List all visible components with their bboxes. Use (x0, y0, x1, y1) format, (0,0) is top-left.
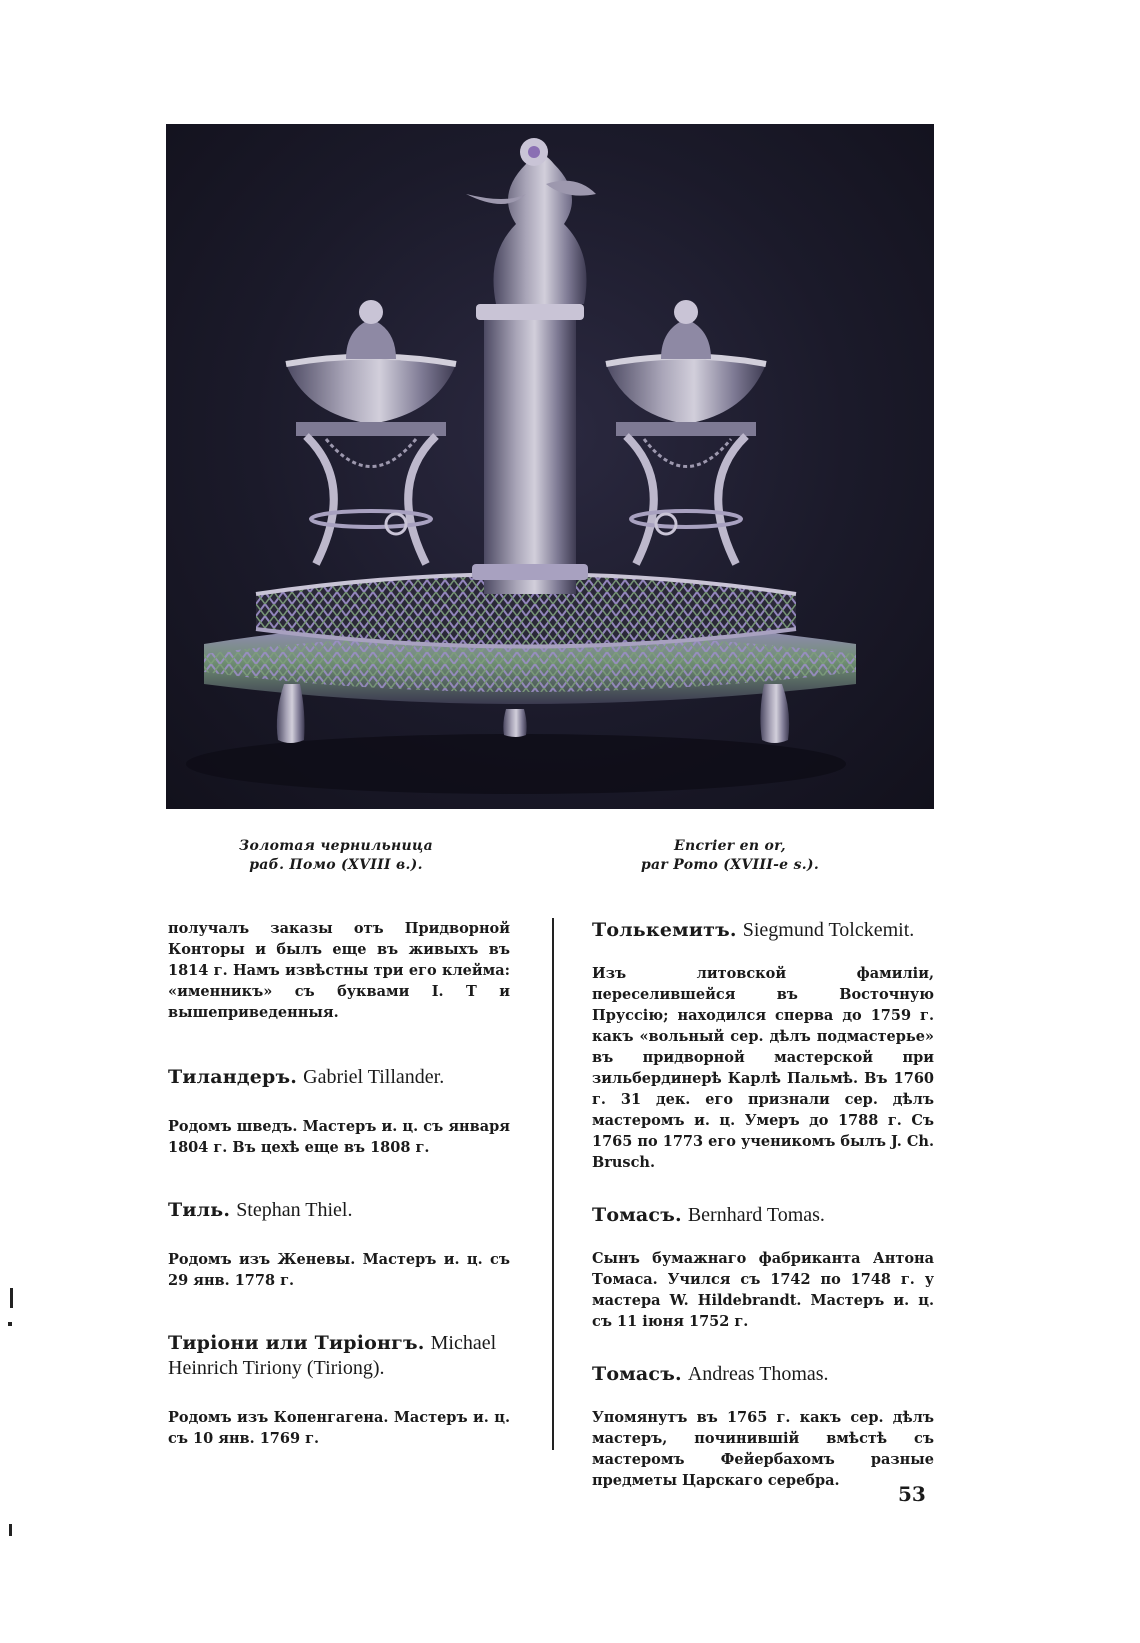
entry-name-russian: Толькемитъ. (592, 919, 737, 941)
entry-name-russian: Тиріони или Тиріонгъ. (168, 1332, 425, 1354)
entry-name-russian: Тиландеръ. (168, 1066, 298, 1088)
entry-text: Родомъ изъ Копенгагена. Мастеръ и. ц. съ 10 янв. 1769 г. (168, 1409, 510, 1447)
entry-heading (168, 1198, 510, 1223)
entry-andreas-thomas (592, 1362, 934, 1491)
entry-text: Упомянутъ въ 1765 г. какъ сер. дѣлъ мастеръ, починившій вмѣстѣ съ мастеромъ Фейербахомъ разные предметы Царскаго серебра. (592, 1409, 934, 1489)
intro-paragraph: получалъ заказы отъ Придворной Конторы и былъ еще въ живыхъ въ 1814 г. Намъ извѣстны три его клейма: «именникъ» съ буквами I. T и вышеприведенныя. (168, 920, 510, 1021)
entry-heading (168, 1065, 510, 1090)
entry-thiel (168, 1198, 510, 1291)
left-column (168, 918, 510, 1449)
entry-bernhard-tomas (592, 1203, 934, 1332)
column-divider (552, 918, 554, 1450)
inkstand-photo (166, 124, 934, 809)
entry-name-german: Gabriel Tillander. (303, 1066, 445, 1088)
caption-russian-line2: раб. Помо (XVIII в.). (249, 857, 423, 873)
entry-name-german: Stephan Thiel. (236, 1199, 353, 1221)
entry-name-russian: Томасъ. (592, 1204, 682, 1226)
caption-russian (196, 837, 476, 875)
entry-name-german: Andreas Thomas. (687, 1363, 829, 1385)
scan-mark (10, 1288, 13, 1308)
entry-name-russian: Томасъ. (592, 1363, 682, 1385)
entry-name-german: Siegmund Tolckemit. (742, 919, 915, 941)
caption-french-line2: par Pomo (XVIII-e s.). (640, 857, 820, 873)
left-urn (286, 300, 456, 564)
scan-mark (9, 1524, 12, 1536)
entry-tillander (168, 1065, 510, 1158)
entry-name-german: Bernhard Tomas. (687, 1204, 825, 1226)
caption-russian-line1: Золотая чернильница (239, 838, 433, 854)
central-column (484, 314, 576, 594)
entry-text: Родомъ шведъ. Мастеръ и. ц. съ января 1804 г. Въ цехѣ еще въ 1808 г. (168, 1118, 510, 1156)
entry-text: Сынъ бумажнаго фабриканта Антона Томаса. Учился съ 1742 по 1748 г. у мастера W. Hildebrandt. Мастеръ и. ц. съ 11 іюня 1752 г. (592, 1250, 934, 1330)
entry-heading (592, 1362, 934, 1387)
entry-heading (168, 1331, 510, 1381)
page-number: 53 (898, 1482, 926, 1506)
right-urn (606, 300, 766, 564)
entry-heading (592, 918, 934, 943)
entry-tolckemit (592, 918, 934, 1173)
caption-french (590, 837, 870, 875)
entry-heading (592, 1203, 934, 1228)
right-column (592, 918, 934, 1491)
caption-french-line1: Encrier en or, (674, 838, 786, 854)
entry-tiriony (168, 1331, 510, 1449)
entry-name-russian: Тиль. (168, 1199, 231, 1221)
entry-name-german: Michael Heinrich Tiriony (Tiriong). (168, 1332, 497, 1379)
entry-text: Родомъ изъ Женевы. Мастеръ и. ц. съ 29 янв. 1778 г. (168, 1251, 510, 1289)
entry-text: Изъ литовской фамиліи, переселившейся въ Восточную Пруссію; находился сперва до 1759 г. какъ «вольный сер. дѣлъ подмастерье» въ придворной мастерской при зильбердинерѣ Карлѣ Пальмѣ. Въ 1760 г. 31 дек. его признали сер. дѣлъ мастеромъ и. ц. Умеръ до 1788 г. Съ 1765 по 1773 его ученикомъ былъ J. Ch. Brusch. (592, 965, 934, 1171)
scan-mark (8, 1322, 12, 1326)
